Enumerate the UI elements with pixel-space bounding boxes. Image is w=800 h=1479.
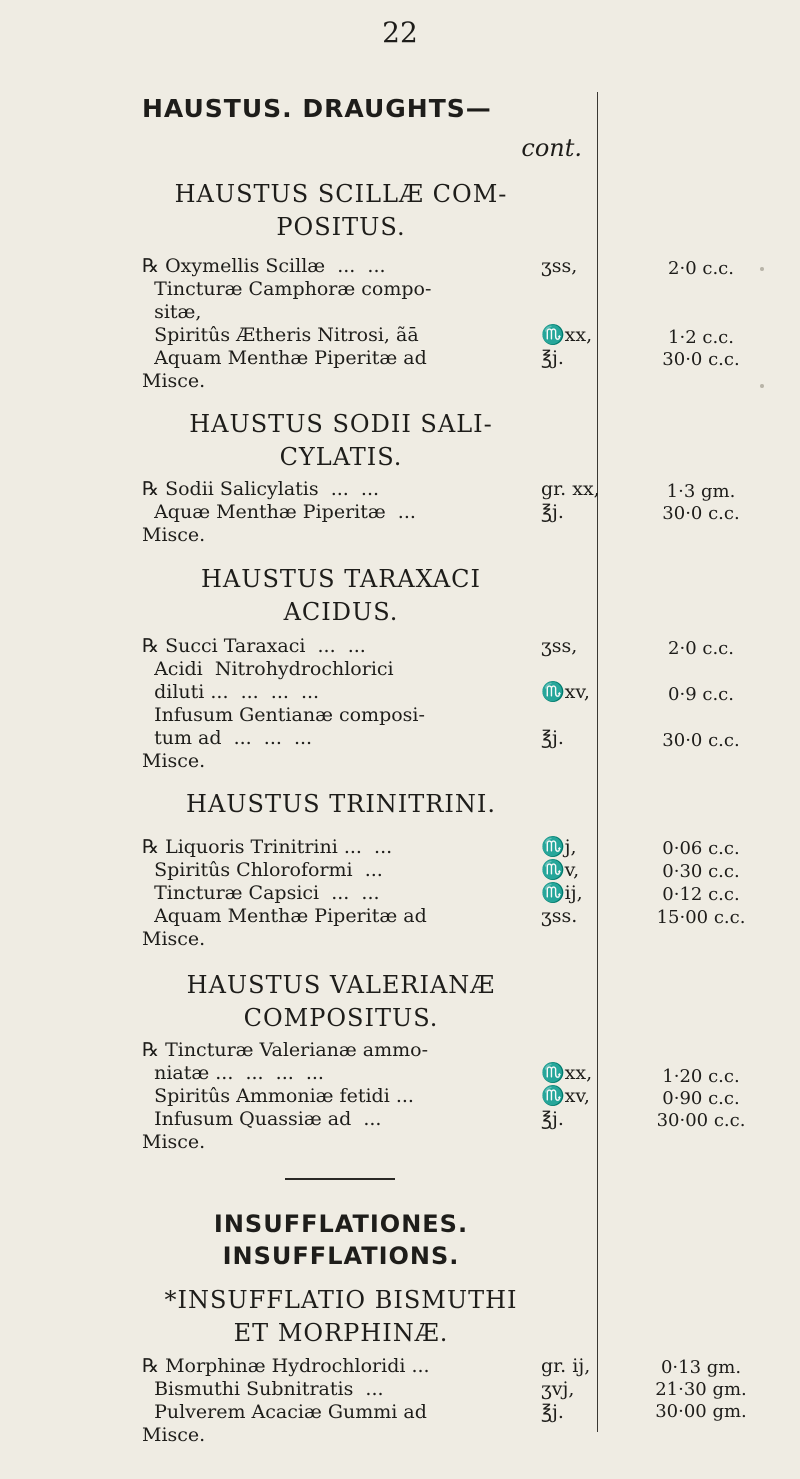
ingredient: sitæ, <box>142 301 202 323</box>
dose: gr. xx, <box>541 478 600 500</box>
ingredient: Tincturæ Capsici ... ... <box>142 882 380 904</box>
misce-label: Misce. <box>142 1424 206 1446</box>
ingredient: Aquam Menthæ Piperitæ ad <box>142 347 427 369</box>
dose: ♏xv, <box>541 1085 590 1107</box>
prescription-line <box>142 727 564 749</box>
metric-value: 0·30 c.c. <box>662 861 740 882</box>
title-line: HAUSTUS SCILLÆ COM- <box>174 180 508 208</box>
title-line: CYLATIS. <box>279 443 403 471</box>
ingredient: Aquam Menthæ Piperitæ ad <box>142 905 427 927</box>
metric-value: 30·0 c.c. <box>662 503 740 524</box>
prescription-line <box>142 1378 575 1400</box>
dose: ℥j. <box>541 1108 564 1130</box>
section-title <box>120 408 562 474</box>
metric-value: 30·0 c.c. <box>662 730 740 751</box>
ingredient: tum ad ... ... ... <box>142 727 313 749</box>
prescription-line <box>142 255 578 277</box>
metric-value: 30·0 c.c. <box>662 349 740 370</box>
prescription-line <box>142 704 425 726</box>
metric-value: 1·20 c.c. <box>662 1066 740 1087</box>
dose: ♏xx, <box>541 324 593 346</box>
metric-value: 0·9 c.c. <box>668 684 734 705</box>
title-line: *INSUFFLATIO BISMUTHI <box>164 1286 518 1314</box>
prescription-line <box>142 882 583 904</box>
metric-value: 21·30 gm. <box>655 1379 747 1400</box>
section-separator <box>285 1178 395 1180</box>
dose: ℥j. <box>541 501 564 523</box>
prescription-line <box>142 1039 428 1061</box>
title-line: HAUSTUS VALERIANÆ <box>186 971 496 999</box>
prescription-line <box>142 1401 564 1423</box>
dose: ℥j. <box>541 347 564 369</box>
ingredient: Tincturæ Camphoræ compo- <box>142 278 432 300</box>
misce-label: Misce. <box>142 1131 206 1153</box>
ingredient: ℞ Sodii Salicylatis ... ... <box>142 478 380 500</box>
section-title <box>120 788 562 821</box>
ingredient: Spiritûs Chloroformi ... <box>142 859 383 881</box>
section-title <box>120 969 562 1035</box>
metric-value: 2·0 c.c. <box>668 638 734 659</box>
ingredient: diluti ... ... ... ... <box>142 681 320 703</box>
title-line: COMPOSITUS. <box>243 1004 439 1032</box>
prescription-line <box>142 347 564 369</box>
dose: ℥j. <box>541 727 564 749</box>
metric-value: 0·90 c.c. <box>662 1088 740 1109</box>
metric-value: 1·3 gm. <box>666 481 736 502</box>
dose: ℥j. <box>541 1401 564 1423</box>
prescription-line <box>142 905 578 927</box>
ingredient: ℞ Succi Taraxaci ... ... <box>142 635 366 657</box>
ingredient: Bismuthi Subnitratis ... <box>142 1378 384 1400</box>
metric-value: 30·00 gm. <box>655 1401 747 1422</box>
ingredient: Acidi Nitrohydrochlorici <box>142 658 394 680</box>
prescription-line <box>142 658 394 680</box>
metric-value: 0·06 c.c. <box>662 838 740 859</box>
dose: ʒss. <box>541 905 578 927</box>
section-title <box>120 178 562 244</box>
ingredient: Pulverem Acaciæ Gummi ad <box>142 1401 427 1423</box>
ingredient: ℞ Liquoris Trinitrini ... ... <box>142 836 393 858</box>
title-line: HAUSTUS TARAXACI <box>200 565 482 593</box>
prescription-line <box>142 324 593 346</box>
misce-label: Misce. <box>142 928 206 950</box>
ingredient: ℞ Oxymellis Scillæ ... ... <box>142 255 386 277</box>
metric-value: 0·13 gm. <box>660 1357 742 1378</box>
ingredient: ℞ Morphinæ Hydrochloridi ... <box>142 1355 430 1377</box>
prescription-line <box>142 1355 591 1377</box>
dose: ♏j, <box>541 836 577 858</box>
title-line: HAUSTUS TRINITRINI. <box>186 790 496 818</box>
dose: ʒvj, <box>541 1378 575 1400</box>
prescription-line <box>142 836 577 858</box>
prescription-line <box>142 635 578 657</box>
dose: ʒss, <box>541 255 578 277</box>
page-number: 22 <box>382 16 418 49</box>
misce-label: Misce. <box>142 750 206 772</box>
dose: ♏xv, <box>541 681 590 703</box>
insufflation-heading: INSUFFLATIONES. <box>213 1210 469 1238</box>
margin-dot <box>760 384 764 388</box>
dose: ♏xx, <box>541 1062 593 1084</box>
prescription-line <box>142 1085 590 1107</box>
ingredient: niatæ ... ... ... ... <box>142 1062 324 1084</box>
dose: ʒss, <box>541 635 578 657</box>
metric-value: 30·00 c.c. <box>656 1110 746 1131</box>
metric-value: 1·2 c.c. <box>668 327 734 348</box>
metric-value: 2·0 c.c. <box>668 258 734 279</box>
misce-label: Misce. <box>142 524 206 546</box>
prescription-line <box>142 501 564 523</box>
prescription-line <box>142 301 201 323</box>
page-heading: HAUSTUS. DRAUGHTS— <box>142 94 492 123</box>
ingredient: Infusum Gentianæ composi- <box>142 704 425 726</box>
prescription-line <box>142 681 590 703</box>
metric-value: 0·12 c.c. <box>662 884 740 905</box>
title-line: ET MORPHINÆ. <box>233 1319 449 1347</box>
prescription-line <box>142 1062 593 1084</box>
dose: ♏v, <box>541 859 580 881</box>
column-divider <box>597 92 598 1432</box>
section-title <box>120 1284 562 1350</box>
insufflation-heading-english: INSUFFLATIONS. <box>222 1242 460 1270</box>
title-line: HAUSTUS SODII SALI- <box>189 410 493 438</box>
misce-label: Misce. <box>142 370 206 392</box>
dose: ♏ij, <box>541 882 583 904</box>
ingredient: Aquæ Menthæ Piperitæ ... <box>142 501 416 523</box>
title-line: POSITUS. <box>276 213 406 241</box>
ingredient: Infusum Quassiæ ad ... <box>142 1108 382 1130</box>
section-title <box>120 563 562 629</box>
metric-value: 15·00 c.c. <box>656 907 746 928</box>
prescription-line <box>142 478 600 500</box>
margin-dot <box>760 267 764 271</box>
dose: gr. ij, <box>541 1355 591 1377</box>
prescription-line <box>142 278 431 300</box>
ingredient: Spiritûs Ammoniæ fetidi ... <box>142 1085 414 1107</box>
ingredient: Spiritûs Ætheris Nitrosi, ãā <box>142 324 419 346</box>
prescription-line <box>142 859 580 881</box>
ingredient: ℞ Tincturæ Valerianæ ammo- <box>142 1039 429 1061</box>
title-line: ACIDUS. <box>283 598 399 626</box>
continued-label: cont. <box>521 134 582 162</box>
prescription-line <box>142 1108 564 1130</box>
